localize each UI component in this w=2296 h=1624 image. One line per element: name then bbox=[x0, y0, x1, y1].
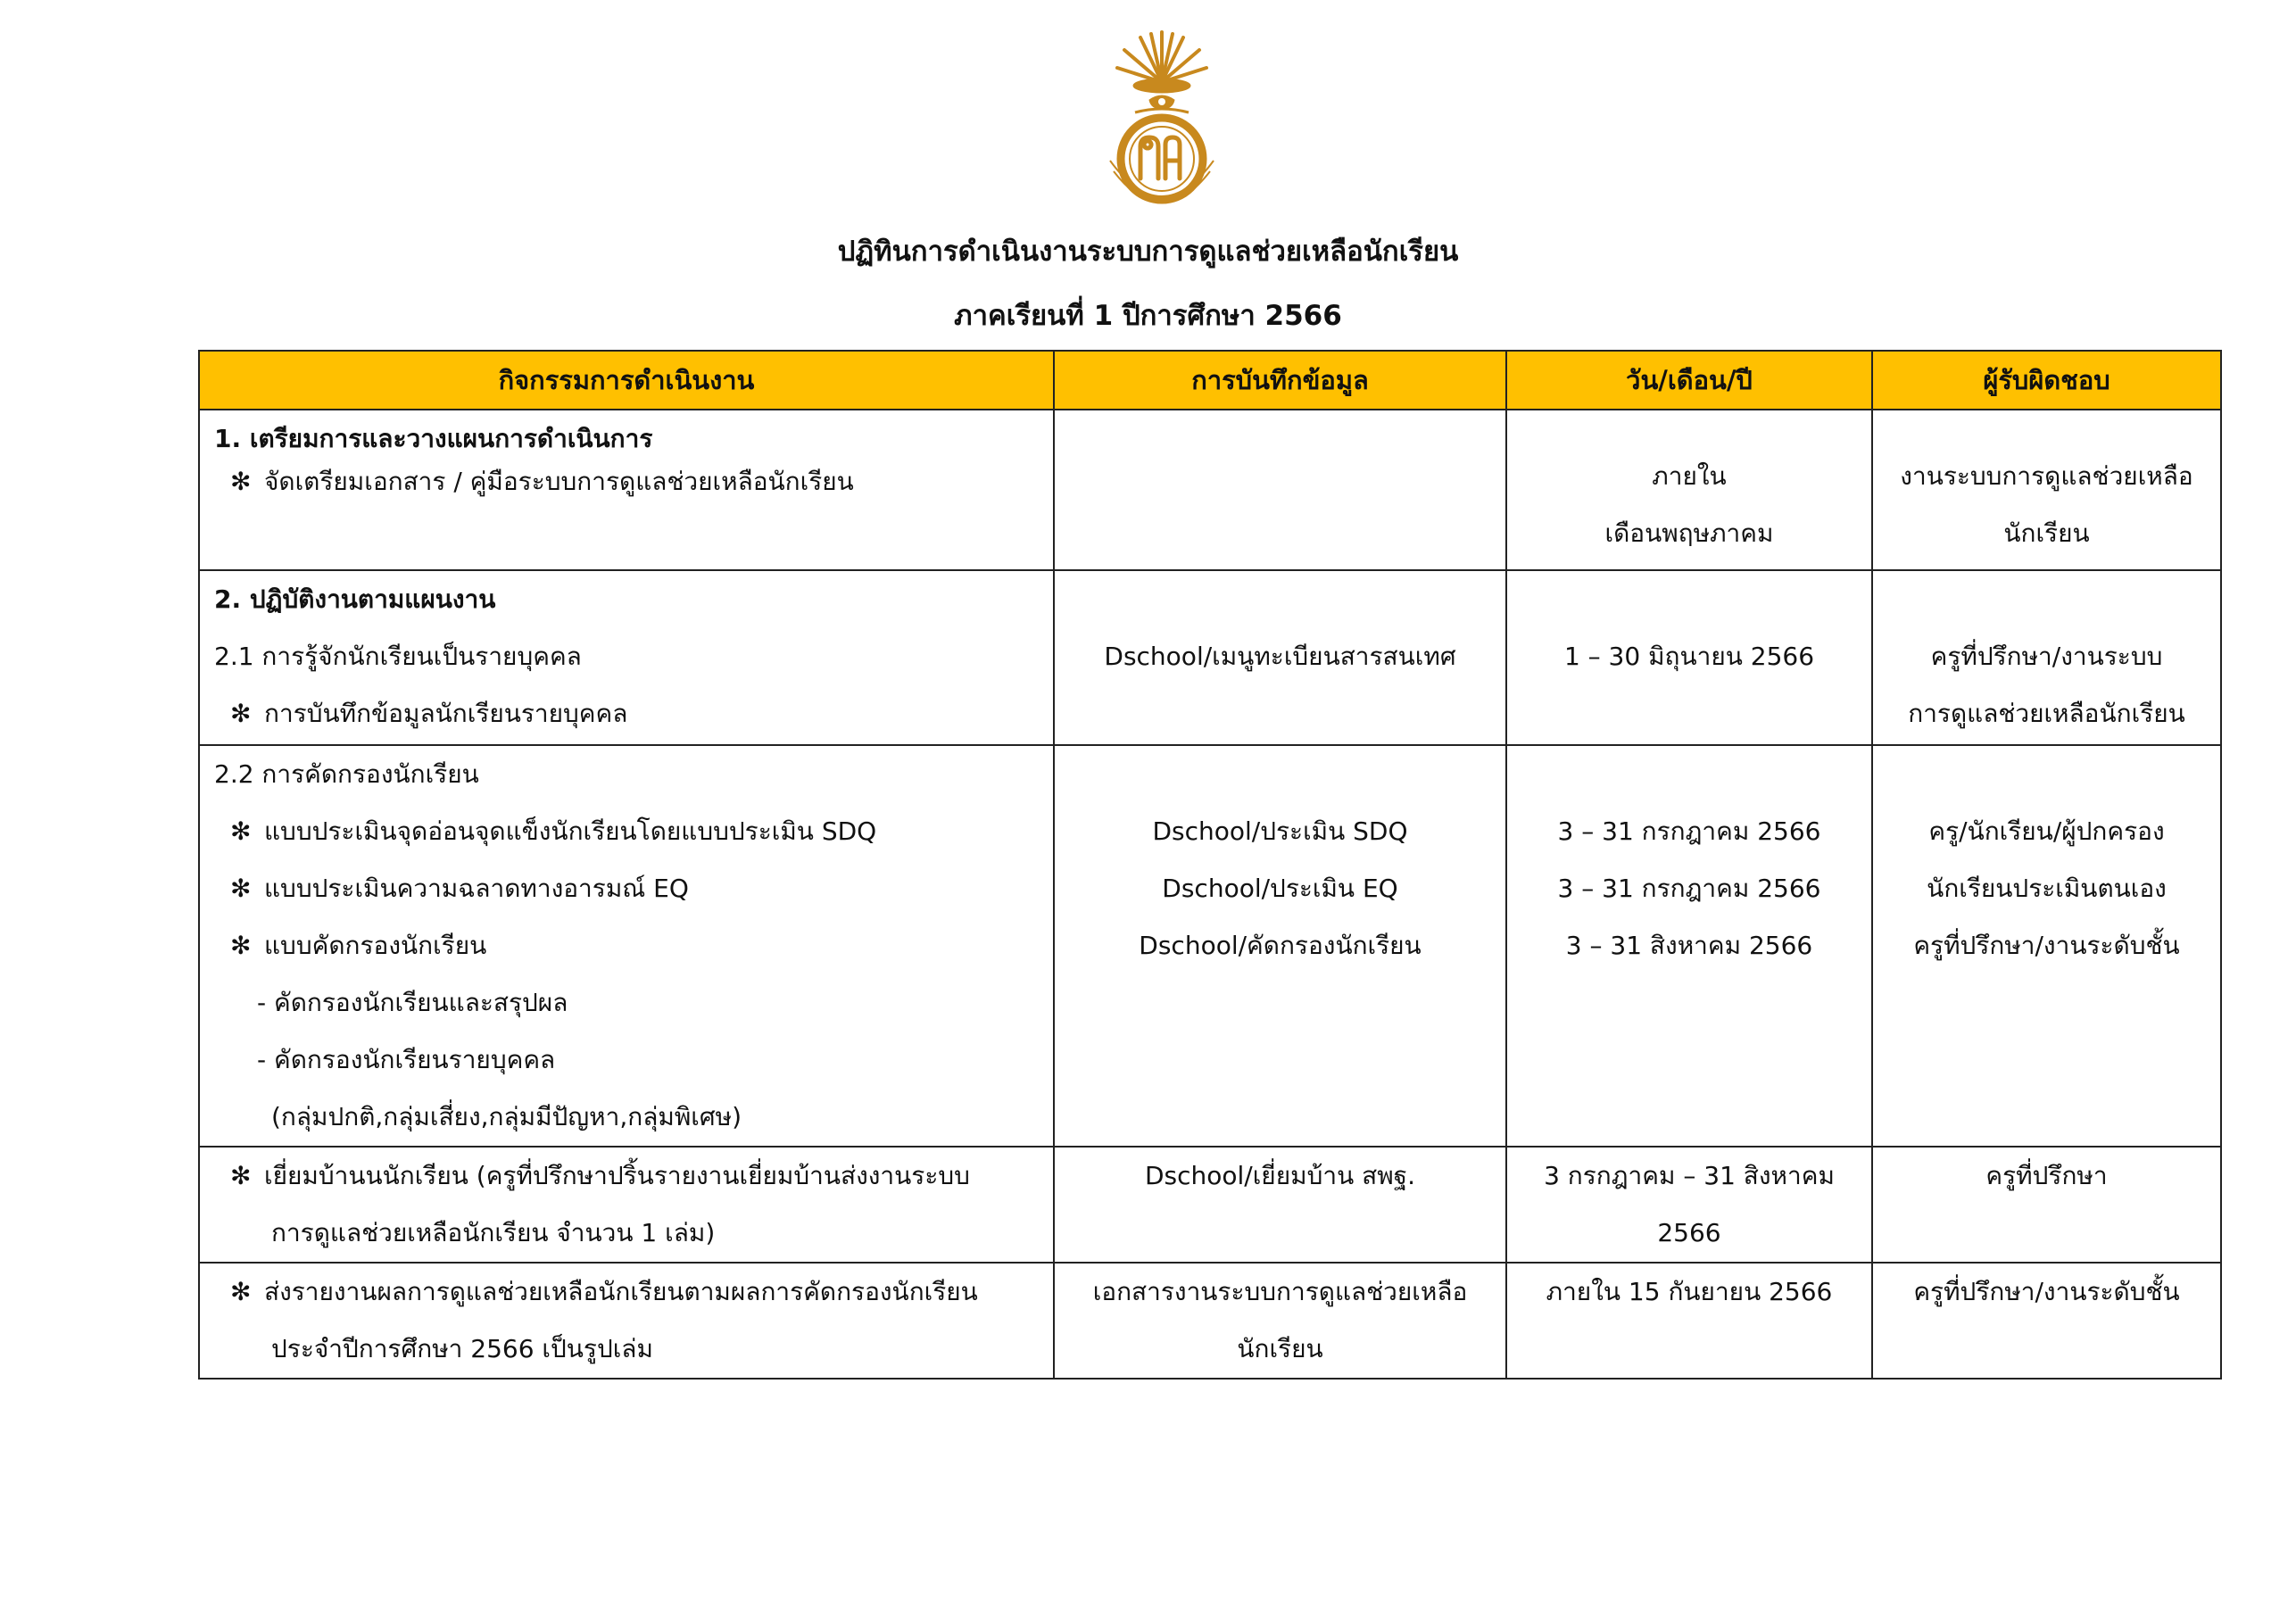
subsection-heading: 2.2 การคัดกรองนักเรียน bbox=[214, 759, 479, 789]
activity-cell bbox=[199, 410, 1054, 570]
table-row bbox=[199, 1263, 2221, 1379]
table-row bbox=[199, 570, 2221, 745]
document-subtitle: ภาคเรียนที่ 1 ปีการศึกษา 2566 bbox=[954, 300, 1342, 332]
header-activity: กิจกรรมการดำเนินงาน bbox=[199, 351, 1054, 410]
owner-cell: งานระบบการดูแลช่วยเหลือ นักเรียน bbox=[1872, 410, 2221, 570]
activity-cell bbox=[199, 570, 1054, 745]
table-row bbox=[199, 1147, 2221, 1263]
list-item-continuation: การดูแลช่วยเหลือนักเรียน จำนวน 1 เล่ม) bbox=[271, 1218, 716, 1247]
record-cell: Dschool/ประเมิน SDQ Dschool/ประเมิน EQ Dschool/คัดกรองนักเรียน bbox=[1054, 745, 1506, 1147]
list-item: ✻ จัดเตรียมเอกสาร / คู่มือระบบการดูแลช่วยเหลือนักเรียน bbox=[200, 453, 1053, 510]
subsection-heading: 2.1 การรู้จักนักเรียนเป็นรายบุคคล bbox=[214, 642, 582, 671]
owner-cell: ครูที่ปรึกษา/งานระดับชั้น bbox=[1872, 1263, 2221, 1379]
record-cell: Dschool/เยี่ยมบ้าน สพฐ. bbox=[1054, 1147, 1506, 1263]
sub-list-item: - คัดกรองนักเรียนรายบุคคล bbox=[257, 1045, 556, 1074]
activity-schedule-table bbox=[198, 350, 2222, 1380]
table-row bbox=[199, 410, 2221, 570]
document-title: ปฏิทินการดำเนินงานระบบการดูแลช่วยเหลือนักเรียน bbox=[837, 236, 1459, 268]
emblem-rays bbox=[1117, 32, 1206, 82]
asterisk-bullet-icon: ✻ bbox=[230, 1161, 252, 1190]
date-cell: 3 กรกฎาคม – 31 สิงหาคม 2566 bbox=[1506, 1147, 1872, 1263]
list-item: ✻ แบบประเมินจุดอ่อนจุดแข็งนักเรียนโดยแบบประเมิน SDQ bbox=[200, 803, 1053, 860]
table-header-row bbox=[199, 351, 2221, 410]
header-owner: ผู้รับผิดชอบ bbox=[1872, 351, 2221, 410]
owner-cell: ครูที่ปรึกษา/งานระบบ การดูแลช่วยเหลือนักเรียน bbox=[1872, 570, 2221, 745]
school-emblem-logo bbox=[1105, 27, 1219, 210]
section-heading: 2. ปฏิบัติงานตามแผนงาน bbox=[214, 584, 496, 614]
owner-cell: ครูที่ปรึกษา bbox=[1872, 1147, 2221, 1263]
table-row bbox=[199, 745, 2221, 1147]
record-cell bbox=[1054, 410, 1506, 570]
asterisk-bullet-icon: ✻ bbox=[230, 467, 252, 496]
date-cell: ภายใน 15 กันยายน 2566 bbox=[1506, 1263, 1872, 1379]
section-heading: 1. เตรียมการและวางแผนการดำเนินการ bbox=[214, 424, 653, 453]
asterisk-bullet-icon: ✻ bbox=[230, 931, 252, 960]
asterisk-bullet-icon: ✻ bbox=[230, 699, 252, 728]
header-record: การบันทึกข้อมูล bbox=[1054, 351, 1506, 410]
record-cell: เอกสารงานระบบการดูแลช่วยเหลือ นักเรียน bbox=[1054, 1263, 1506, 1379]
activity-cell bbox=[199, 745, 1054, 1147]
asterisk-bullet-icon: ✻ bbox=[230, 1277, 252, 1306]
emblem-monogram bbox=[1140, 137, 1180, 178]
sub-list-item: - คัดกรองนักเรียนและสรุปผล bbox=[257, 988, 568, 1017]
list-item: ✻ ส่งรายงานผลการดูแลช่วยเหลือนักเรียนตามผลการคัดกรองนักเรียน bbox=[200, 1264, 1053, 1321]
sub-list-note: (กลุ่มปกติ,กลุ่มเสี่ยง,กลุ่มมีปัญหา,กลุ่มพิเศษ) bbox=[271, 1102, 742, 1131]
list-item: ✻ การบันทึกข้อมูลนักเรียนรายบุคคล bbox=[200, 685, 1053, 742]
activity-cell bbox=[199, 1147, 1054, 1263]
date-cell: 3 – 31 กรกฎาคม 2566 3 – 31 กรกฎาคม 2566 3 – 31 สิงหาคม 2566 bbox=[1506, 745, 1872, 1147]
activity-cell bbox=[199, 1263, 1054, 1379]
asterisk-bullet-icon: ✻ bbox=[230, 874, 252, 903]
owner-cell: ครู/นักเรียน/ผู้ปกครอง นักเรียนประเมินตนเอง ครูที่ปรึกษา/งานระดับชั้น bbox=[1872, 745, 2221, 1147]
date-cell: ภายใน เดือนพฤษภาคม bbox=[1506, 410, 1872, 570]
list-item: ✻ แบบประเมินความฉลาดทางอารมณ์ EQ bbox=[200, 860, 1053, 917]
list-item-continuation: ประจำปีการศึกษา 2566 เป็นรูปเล่ม bbox=[271, 1334, 653, 1363]
list-item: ✻ แบบคัดกรองนักเรียน bbox=[200, 917, 1053, 974]
header-date: วัน/เดือน/ปี bbox=[1506, 351, 1872, 410]
asterisk-bullet-icon: ✻ bbox=[230, 816, 252, 846]
record-cell: Dschool/เมนูทะเบียนสารสนเทศ bbox=[1054, 570, 1506, 745]
list-item: ✻ เยี่ยมบ้านนนักเรียน (ครูที่ปรึกษาปริ้นรายงานเยี่ยมบ้านส่งงานระบบ bbox=[200, 1148, 1053, 1205]
date-cell: 1 – 30 มิถุนายน 2566 bbox=[1506, 570, 1872, 745]
